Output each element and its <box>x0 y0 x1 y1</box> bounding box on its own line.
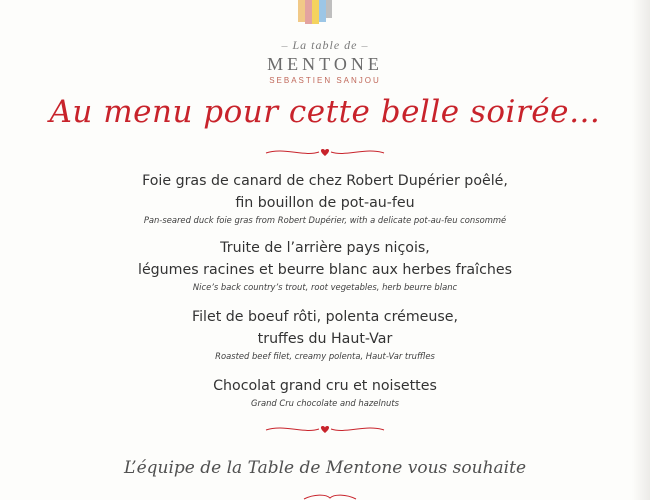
course-2-fr-line2: légumes racines et beurre blanc aux herbes fraîches <box>138 262 512 278</box>
course-1-fr-line1: Foie gras de canard de chez Robert Dupérier poêlé, <box>142 173 508 189</box>
chef-name: SEBASTIEN SANJOU <box>269 76 381 85</box>
brand-name: MENTONE <box>267 54 383 74</box>
course-4-en: Grand Cru chocolate and hazelnuts <box>251 398 399 408</box>
striped-logo-icon <box>296 0 338 24</box>
course-1 <box>0 170 650 227</box>
bottom-flourish-icon <box>300 492 360 500</box>
heart-flourish-icon <box>264 422 386 436</box>
course-4 <box>0 375 650 410</box>
course-3-fr-line1: Filet de boeuf rôti, polenta crémeuse, <box>191 309 459 325</box>
course-2 <box>0 237 650 294</box>
brand-prefix: – La table de – <box>281 38 369 52</box>
course-2-fr-line1: Truite de l’arrière pays niçois, <box>220 240 430 256</box>
course-3-en: Roasted beef filet, creamy polenta, Haut-Var truffles <box>215 351 435 361</box>
course-1-fr-line2: fin bouillon de pot-au-feu <box>235 195 415 211</box>
heart-flourish-icon <box>264 145 386 159</box>
course-2-en: Nice’s back country’s trout, root vegetables, herb beurre blanc <box>192 282 458 292</box>
brand-prefix-text: La table de <box>292 38 358 52</box>
course-3-fr-line2: truffes du Haut-Var <box>257 331 393 347</box>
course-4-fr-line1: Chocolat grand cru et noisettes <box>213 378 437 394</box>
course-1-en: Pan-seared duck foie gras from Robert Dupérier, with a delicate pot-au-feu consommé <box>143 215 507 225</box>
signoff-text: L’équipe de la Table de Mentone vous souhaite <box>123 458 527 478</box>
menu-headline: Au menu pour cette belle soirée… <box>49 94 601 130</box>
course-3 <box>0 306 650 363</box>
